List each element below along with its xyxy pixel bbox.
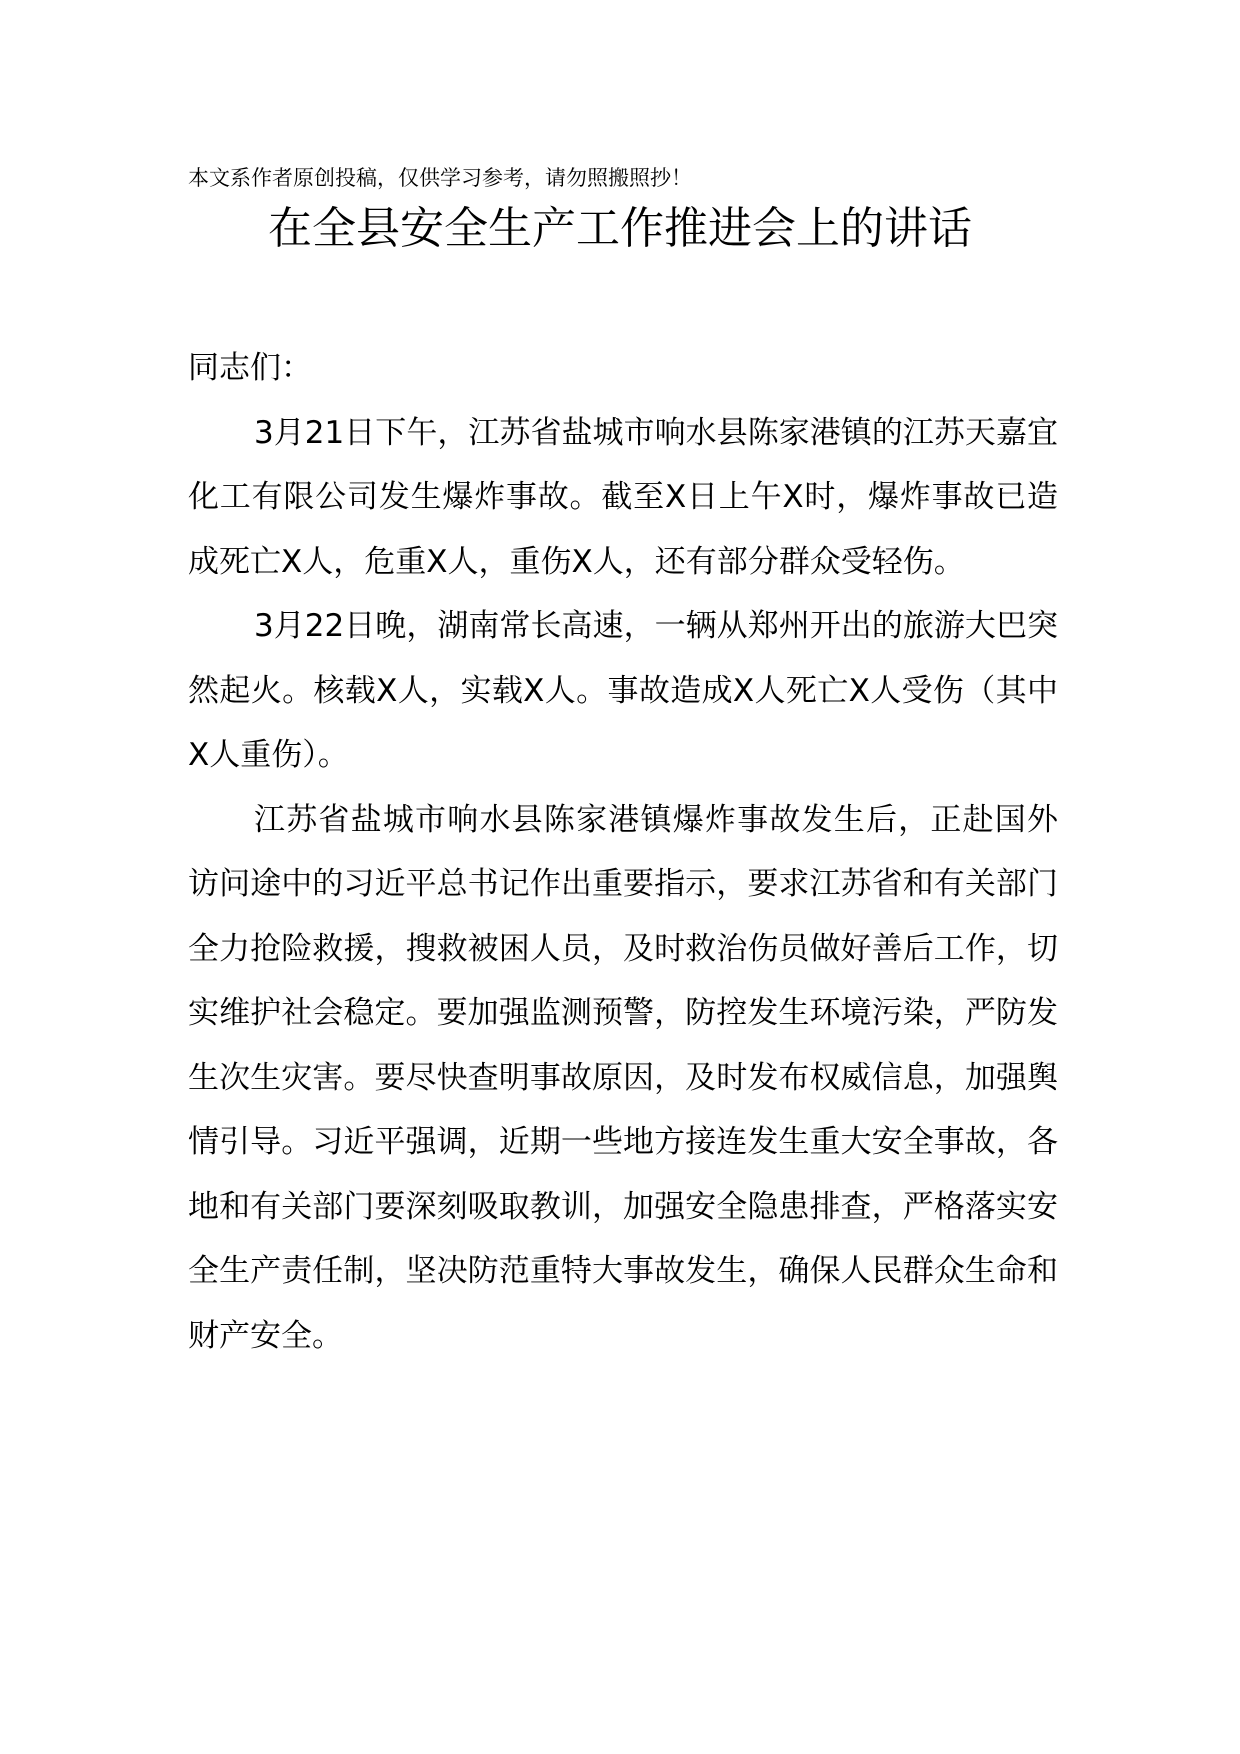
document-body [188, 336, 1058, 1368]
copyright-notice: 本文系作者原创投稿，仅供学习参考，请勿照搬照抄！ [188, 166, 692, 190]
salutation: 同志们： [188, 350, 312, 386]
paragraph-1: 3月21日下午，江苏省盐城市响水县陈家港镇的江苏天嘉宜化工有限公司发生爆炸事故。截至X日上午X时，爆炸事故已造成死亡X人，危重X人，重伤X人，还有部分群众受轻伤。 [188, 414, 1058, 580]
document-title: 在全县安全生产工作推进会上的讲话 [268, 203, 972, 254]
paragraph-2: 3月22日晚，湖南常长高速，一辆从郑州开出的旅游大巴突然起火。核载X人，实载X人。事故造成X人死亡X人受伤（其中X人重伤）。 [188, 608, 1058, 773]
paragraph-3: 江苏省盐城市响水县陈家港镇爆炸事故发生后，正赴国外访问途中的习近平总书记作出重要指示，要求江苏省和有关部门全力抢险救援，搜救被困人员，及时救治伤员做好善后工作，切实维护社会稳定。要加强监测预警，防控发生环境污染，严防发生次生灾害。要尽快查明事故原因，及时发布权威信息，加强舆情引导。习近平强调，近期一些地方接连发生重大安全事故，各地和有关部门要深刻吸取教训，加强安全隐患排查，严格落实安全生产责任制，坚决防范重特大事故发生，确保人民群众生命和财产安全。 [188, 801, 1058, 1354]
